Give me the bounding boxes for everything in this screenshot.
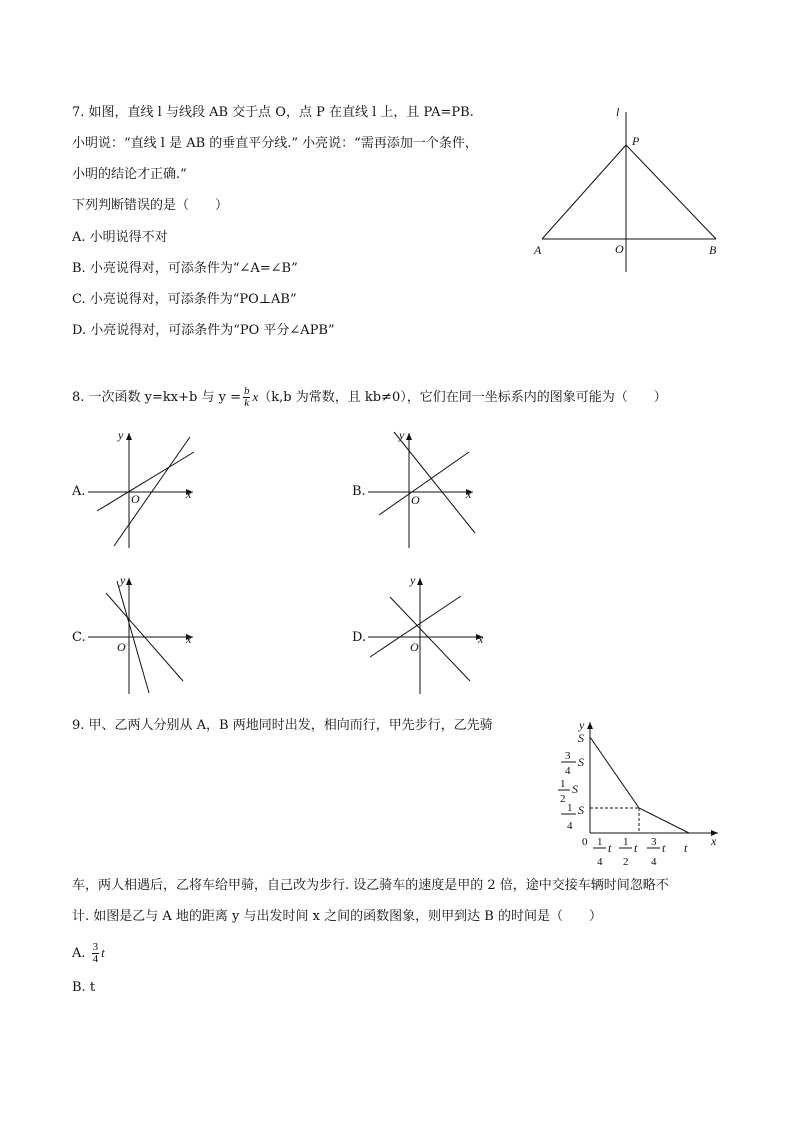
q9-x-t: t [684, 841, 688, 855]
q9-y34-den: 4 [565, 765, 571, 777]
q7-option-c: C. 小亮说得对，可添条件为“PO⊥AB” [72, 292, 297, 307]
q8-stem-post: （k,b 为常数，且 kb≠0），它们在同一坐标系内的图象可能为（ ） [258, 390, 667, 405]
q9-option-a-var: t [101, 945, 105, 960]
q7-stem-line1: 7. 如图，直线 l 与线段 AB 交于点 O，点 P 在直线 l 上，且 PA=PB. [72, 105, 474, 120]
q9-origin: 0 [582, 836, 588, 848]
q9-y34-s: S [578, 755, 584, 769]
q9-y12-num: 1 [560, 778, 566, 790]
q7-label-o: O [615, 242, 624, 256]
q9-option-a-den: 4 [92, 953, 99, 965]
q9-stem-line1: 9. 甲、乙两人分别从 A，B 两地同时出发，相向而行，甲先步行，乙先骑 [72, 718, 493, 733]
q9-figure [558, 715, 728, 875]
q9-y12-den: 2 [560, 793, 566, 805]
q7-label-l: l [616, 105, 620, 119]
q7-figure [530, 100, 730, 280]
q8b-axis-x: x [466, 487, 472, 501]
q9-y14-s: S [578, 803, 584, 817]
q9-option-a [72, 940, 105, 967]
q8-option-d-label: D. [352, 630, 367, 645]
q9-stem-line2: 车，两人相遇后，乙将车给甲骑，自己改为步行. 设乙骑车的速度是甲的 2 倍，途中交接车辆时间忽略不 [72, 878, 669, 893]
q8d-origin: O [410, 640, 419, 654]
q8-graph-a [88, 425, 203, 550]
q9-x14-t: t [608, 841, 612, 855]
q7-label-p: P [632, 134, 640, 148]
q7-option-b: B. 小亮说得对，可添条件为“∠A=∠B” [72, 261, 298, 276]
q8-option-b-label: B. [352, 484, 366, 499]
q7-stem-line4: 下列判断错误的是（ ） [72, 198, 229, 213]
q9-axis-y: y [579, 718, 585, 732]
q9-y14-den: 4 [567, 820, 573, 832]
q8b-origin: O [411, 493, 420, 507]
q8-graph-d [368, 570, 493, 695]
q9-option-a-fraction [92, 942, 100, 965]
q8-stem [72, 382, 667, 413]
q9-stem-line3: 计. 如图是乙与 A 地的距离 y 与出发时间 x 之间的函数图象，则甲到达 B 的时间是（ ） [72, 909, 602, 924]
q8d-axis-x: x [478, 632, 484, 646]
q9-axis-x: x [711, 834, 717, 848]
q8a-origin: O [131, 492, 140, 506]
q7-option-d: D. 小亮说得对，可添条件为“PO 平分∠APB” [72, 323, 335, 338]
q8b-axis-y: y [399, 428, 405, 442]
q7-label-a: A [534, 243, 542, 257]
q9-y14-num: 1 [567, 802, 573, 814]
q9-y-s: S [578, 731, 584, 745]
q8d-axis-y: y [410, 573, 416, 587]
q9-option-a-label: A. [72, 946, 86, 961]
q9-option-a-num: 3 [92, 941, 99, 953]
q9-x12-num: 1 [623, 836, 629, 848]
q8a-axis-y: y [118, 428, 124, 442]
q8-stem-var: x [252, 389, 259, 404]
q8c-axis-y: y [120, 573, 126, 587]
q8a-axis-x: x [186, 487, 192, 501]
q8c-origin: O [117, 640, 126, 654]
q9-x12-den: 2 [623, 856, 629, 868]
q8-stem-pre: 8. 一次函数 y=kx+b 与 y = [72, 390, 241, 405]
q8-fraction-num: b [243, 385, 250, 397]
q8-graph-b [368, 425, 483, 550]
q7-stem-line3: 小明的结论才正确.” [72, 167, 187, 182]
q8-option-c-label: C. [72, 630, 86, 645]
q8-fraction [243, 386, 251, 409]
q9-option-b: B. t [72, 980, 96, 995]
q9-y12-s: S [572, 782, 578, 796]
q9-x14-den: 4 [597, 856, 603, 868]
q7-option-a: A. 小明说得不对 [72, 230, 168, 245]
q9-x12-t: t [634, 841, 638, 855]
q9-x34-den: 4 [651, 856, 657, 868]
q8c-axis-x: x [186, 632, 192, 646]
q8-option-a-label: A. [72, 484, 86, 499]
q8-fraction-den: k [244, 397, 250, 409]
q9-x34-t: t [662, 841, 666, 855]
q8-graph-c [88, 570, 203, 695]
q9-y34-num: 3 [565, 750, 571, 762]
q9-x34-num: 3 [651, 836, 657, 848]
q7-stem-line2: 小明说：“直线 l 是 AB 的垂直平分线.” 小亮说：“需再添加一个条件， [72, 136, 478, 151]
q9-x14-num: 1 [597, 836, 603, 848]
q7-label-b: B [709, 243, 717, 257]
